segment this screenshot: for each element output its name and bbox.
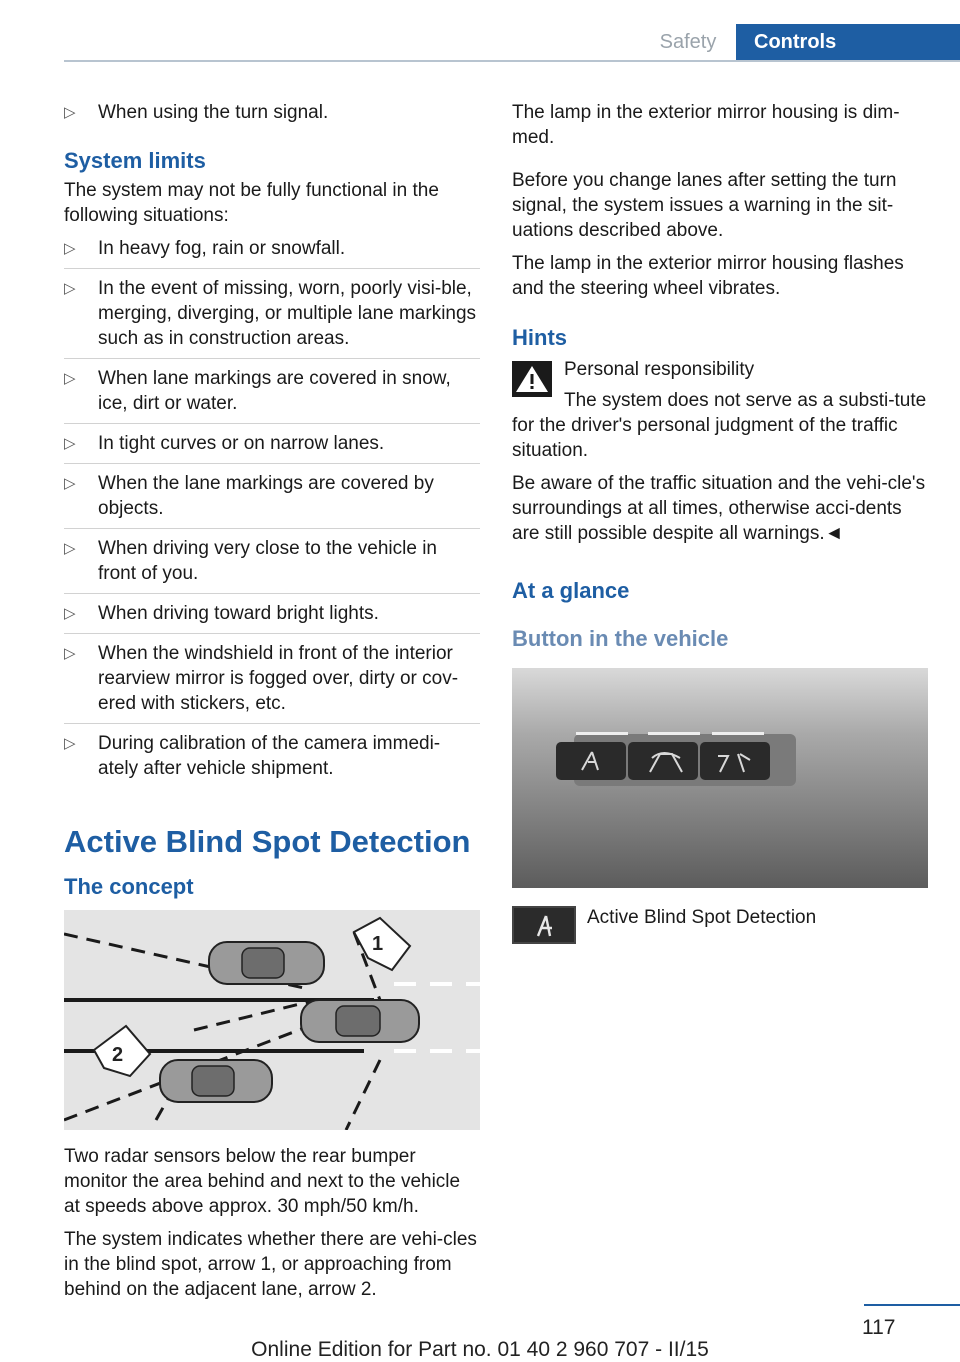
triangle-bullet-icon: ▷ xyxy=(64,540,76,557)
list-item: ▷ When driving toward bright lights. xyxy=(64,593,480,633)
paragraph: Before you change lanes after setting the turn signal, the system issues a warning in the sit-uations described above. xyxy=(512,170,897,241)
list-item: ▷ In heavy fog, rain or snowfall. xyxy=(64,238,346,259)
right-column xyxy=(512,100,928,944)
paragraph: The lamp in the exterior mirror housing flashes and the steering wheel vibrates. xyxy=(512,253,904,299)
triangle-bullet-icon: ▷ xyxy=(64,645,76,662)
list-item: ▷ When the windshield in front of the interior rearview mirror is fogged over, dirty or cov-ered with stickers, etc. xyxy=(64,633,480,723)
paragraph: The lamp in the exterior mirror housing is dim-med. xyxy=(512,102,900,148)
button-caption: Active Blind Spot Detection xyxy=(587,907,817,928)
left-column xyxy=(64,100,480,1310)
triangle-bullet-icon: ▷ xyxy=(64,605,76,622)
triangle-bullet-icon: ▷ xyxy=(64,240,76,257)
section-heading: Active Blind Spot Detection xyxy=(64,824,471,859)
list-item: ▷ When using the turn signal. xyxy=(64,102,329,123)
svg-text:2: 2 xyxy=(112,1044,124,1066)
list-item: ▷ When driving very close to the vehicle in front of you. xyxy=(64,528,480,593)
list-item: ▷ In tight curves or on narrow lanes. xyxy=(64,423,480,463)
blind-spot-button-icon xyxy=(556,742,626,780)
list-item: ▷ During calibration of the camera immedi-ately after vehicle shipment. xyxy=(64,723,480,788)
warning-triangle-icon xyxy=(512,361,552,397)
warning-block xyxy=(512,357,928,471)
page-number: 117 xyxy=(862,1316,896,1339)
button-heading: Button in the vehicle xyxy=(512,626,729,651)
concept-paragraph-2: The system indicates whether there are vehi-cles in the blind spot, arrow 1, or approaching from behind on the adjacent lane, arrow 2. xyxy=(64,1229,477,1300)
warning-text: The system does not serve as a substi-tute for the driver's personal judgment of the traffic situation. xyxy=(512,390,927,461)
triangle-bullet-icon: ▷ xyxy=(64,475,76,492)
car-icon xyxy=(160,1060,272,1102)
triangle-bullet-icon: ▷ xyxy=(64,280,76,297)
tab-controls: Controls xyxy=(736,24,960,61)
tab-safety: Safety xyxy=(659,31,717,53)
intro-list xyxy=(64,100,480,132)
blind-spot-diagram xyxy=(64,910,480,1130)
car-icon xyxy=(209,942,324,984)
triangle-bullet-icon: ▷ xyxy=(64,435,76,452)
list-item: ▷ In the event of missing, worn, poorly visi-ble, merging, diverging, or multiple lane markings such as in construction areas. xyxy=(64,268,480,358)
hints-heading: Hints xyxy=(512,325,567,350)
warning-title: Personal responsibility xyxy=(564,359,755,380)
triangle-bullet-icon: ▷ xyxy=(64,104,76,121)
list-item: ▷ When lane markings are covered in snow, ice, dirt or water. xyxy=(64,358,480,423)
limits-list xyxy=(64,236,480,788)
system-limits-heading: System limits xyxy=(64,148,206,173)
awareness-paragraph: Be aware of the traffic situation and the vehi-cle's surroundings at all times, otherwise acci-dents are still possible despite all warnings.◄ xyxy=(512,473,926,544)
concept-heading: The concept xyxy=(64,874,194,899)
footer-edition: Online Edition for Part no. 01 40 2 960 707 - II/15 xyxy=(251,1338,709,1361)
at-a-glance-heading: At a glance xyxy=(512,578,630,603)
svg-text:1: 1 xyxy=(372,933,384,955)
footer-divider xyxy=(864,1304,960,1306)
triangle-bullet-icon: ▷ xyxy=(64,735,76,752)
system-limits-intro: The system may not be fully functional in the following situations: xyxy=(64,180,439,226)
lane-change-button-icon xyxy=(700,742,770,780)
header-divider xyxy=(64,60,960,62)
lane-departure-button-icon xyxy=(628,742,698,780)
car-icon xyxy=(301,1000,419,1042)
button-panel-photo xyxy=(512,668,928,888)
triangle-bullet-icon: ▷ xyxy=(64,370,76,387)
button-legend xyxy=(512,906,928,944)
concept-paragraph-1: Two radar sensors below the rear bumper monitor the area behind and next to the vehicle at speeds above approx. 30 mph/50 km/h. xyxy=(64,1146,461,1217)
blind-spot-symbol-icon xyxy=(512,906,576,944)
list-item: ▷ When the lane markings are covered by objects. xyxy=(64,463,480,528)
